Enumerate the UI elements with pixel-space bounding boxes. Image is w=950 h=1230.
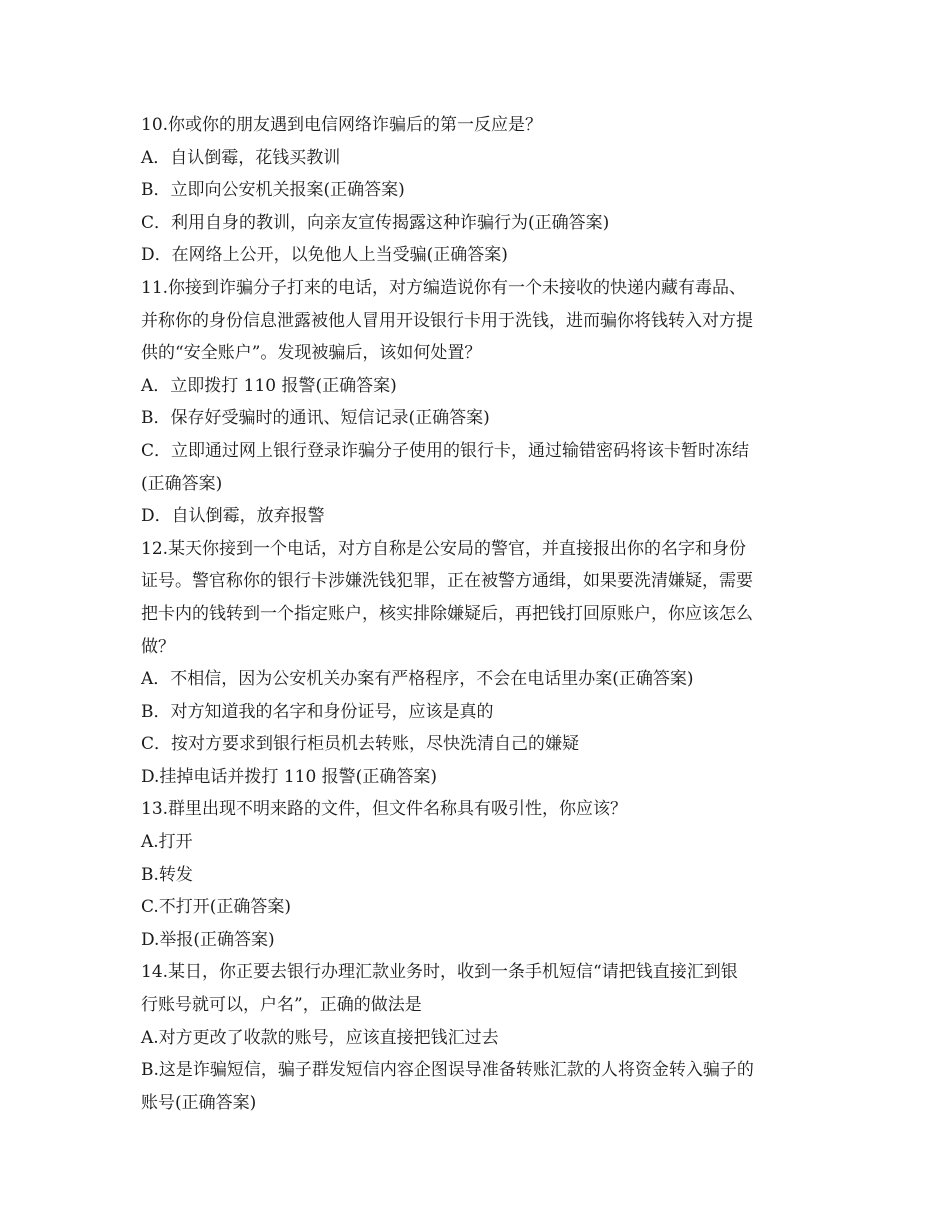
question-14-option-a: A.对方更改了收款的账号，应该直接把钱汇过去 — [141, 1027, 499, 1048]
question-10-option-c: C．利用自身的教训，向亲友宣传揭露这种诈骗行为(正确答案) — [141, 212, 610, 233]
question-11-title-line-3: 供的“安全账户”。发现被骗后，该如何处置？ — [141, 343, 482, 364]
question-11-title-line-1: 11.你接到诈骗分子打来的电话，对方编造说你有一个未接收的快递内藏有毒品、 — [141, 277, 747, 298]
question-10-option-a: A．自认倒霉，花钱买教训 — [141, 147, 341, 168]
question-11-option-d: D．自认倒霉，放弃报警 — [141, 506, 325, 527]
question-11-option-c-line-2: (正确答案) — [141, 473, 223, 494]
question-11-option-a: A．立即拨打 110 报警(正确答案) — [141, 375, 397, 396]
question-14-title-line-1: 14.某日，你正要去银行办理汇款业务时，收到一条手机短信“请把钱直接汇到银 — [141, 962, 738, 983]
question-14-title-line-2: 行账号就可以，户名”，正确的做法是 — [141, 995, 422, 1016]
question-12-option-c: C．按对方要求到银行柜员机去转账，尽快洗清自己的嫌疑 — [141, 734, 580, 755]
question-12-option-b: B．对方知道我的名字和身份证号，应该是真的 — [141, 701, 494, 722]
question-12-option-d: D.挂掉电话并拨打 110 报警(正确答案) — [141, 766, 437, 787]
question-14-option-b-line-1: B.这是诈骗短信，骗子群发短信内容企图误导准备转账汇款的人将资金转入骗子的 — [141, 1060, 754, 1081]
question-11-option-c-line-1: C．立即通过网上银行登录诈骗分子使用的银行卡，通过输错密码将该卡暂时冻结 — [141, 440, 750, 461]
document-body — [141, 109, 821, 1119]
question-13-option-a: A.打开 — [141, 832, 193, 853]
question-12-title-line-2: 证号。警官称你的银行卡涉嫌洗钱犯罪，正在被警方通缉，如果要洗清嫌疑，需要 — [141, 571, 753, 592]
question-11-option-b: B．保存好受骗时的通讯、短信记录(正确答案) — [141, 408, 490, 429]
question-10-title: 10.你或你的朋友遇到电信网络诈骗后的第一反应是？ — [141, 115, 543, 135]
question-13-option-d: D.举报(正确答案) — [141, 929, 275, 950]
question-13-option-c: C.不打开(正确答案) — [141, 897, 292, 918]
question-12-title-line-1: 12.某天你接到一个电话，对方自称是公安局的警官，并直接报出你的名字和身份 — [141, 538, 747, 559]
question-13-option-b: B.转发 — [141, 864, 193, 885]
question-12-title-line-4: 做？ — [141, 636, 175, 657]
question-14-option-b-line-2: 账号(正确答案) — [141, 1092, 257, 1113]
question-12-option-a: A．不相信，因为公安机关办案有严格程序，不会在电话里办案(正确答案) — [141, 669, 694, 690]
question-11-title-line-2: 并称你的身份信息泄露被他人冒用开设银行卡用于洗钱，进而骗你将钱转入对方提 — [141, 310, 753, 331]
question-12-title-line-3: 把卡内的钱转到一个指定账户，核实排除嫌疑后，再把钱打回原账户，你应该怎么 — [141, 603, 753, 624]
question-10-option-b: B．立即向公安机关报案(正确答案) — [141, 180, 405, 201]
question-10-option-d: D．在网络上公开，以免他人上当受骗(正确答案) — [141, 245, 508, 266]
question-13-title: 13.群里出现不明来路的文件，但文件名称具有吸引性，你应该？ — [141, 799, 628, 820]
